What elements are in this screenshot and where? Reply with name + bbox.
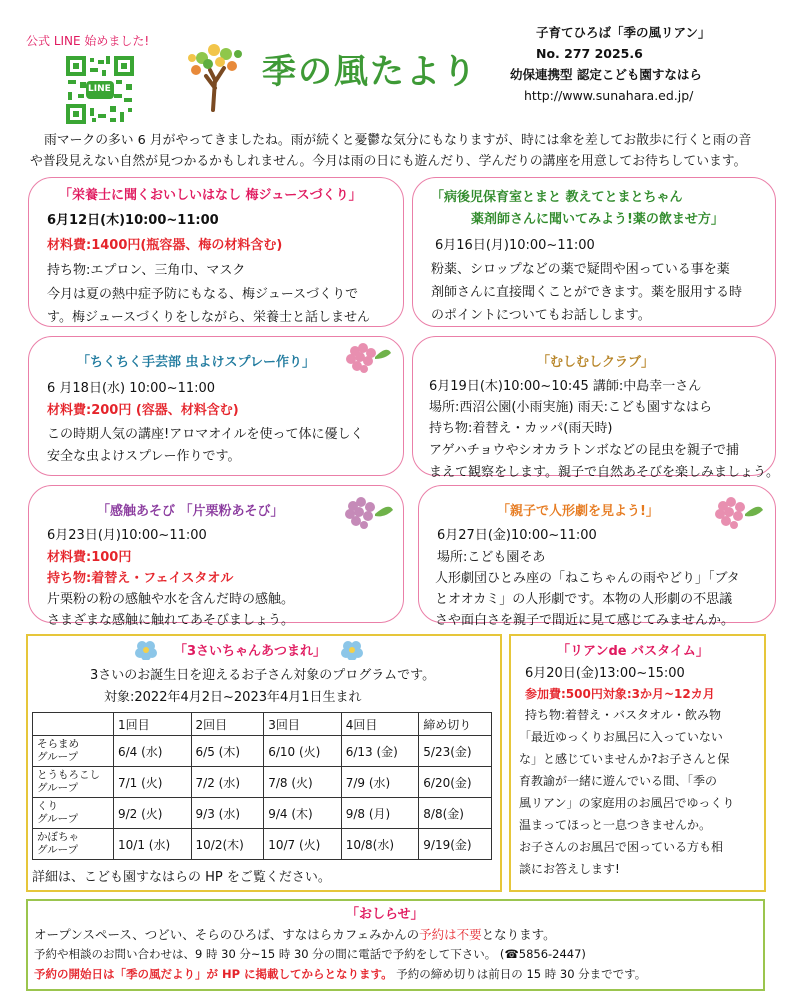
event-date: 6月12日(木)10:00~11:00: [47, 213, 219, 228]
table-header: 3回目: [264, 713, 342, 736]
event-items: 持ち物:着替え・フェイスタオル: [47, 571, 234, 586]
event-date: 6月19日(木)10:00~10:45 講師:中島幸一さん: [429, 379, 702, 394]
notice-section: [26, 899, 765, 991]
hydrangea-icon: [709, 492, 765, 536]
event-date: 6月20日(金)13:00~15:00: [525, 666, 685, 681]
event-desc: さや面白さを親子で間近に見て感じてみませんか。: [435, 613, 735, 628]
event-desc: のポイントについてもお話しします。: [431, 308, 651, 323]
table-cell: 9/8 (月): [341, 798, 419, 829]
group-name: かぼちゃ グループ: [33, 829, 114, 860]
table-cell: 6/10 (火): [264, 736, 342, 767]
event-card-medicine: [412, 177, 776, 327]
event-desc: 人形劇団ひとみ座の「ねこちゃんの雨やどり」「ブタ: [435, 571, 740, 586]
table-cell: 7/8 (火): [264, 767, 342, 798]
event-desc: 粉薬、シロップなどの薬で疑問や困っている事を薬: [431, 262, 730, 277]
notice-line: 予約や相談のお問い合わせは、9 時 30 分~15 時 30 分の間に電話で予約をして下さい。 (☎5856-2447): [34, 947, 586, 961]
event-card-sensory: [28, 485, 404, 628]
event-desc: 風リアン」の家庭用のお風呂でゆっくり: [519, 796, 735, 810]
event-desc: 温まってほっと一息つきませんか。: [519, 818, 712, 832]
event-title: 「病後児保育室とまと 教えてとまとちゃん: [431, 190, 683, 205]
table-cell: 6/20(金): [419, 767, 492, 798]
event-date: 6月23日(月)10:00~11:00: [47, 528, 207, 543]
event-title: 「栄養士に聞くおいしいはなし 梅ジュースづくり」: [59, 188, 362, 203]
event-desc: 今月は夏の熱中症予防にもなる、梅ジュースづくりで: [47, 287, 359, 302]
table-cell: 9/19(金): [419, 829, 492, 860]
table-header: [33, 713, 114, 736]
event-card-puppet: [418, 485, 776, 628]
event-desc: 育教諭が一緒に遊んでいる間、「季の: [519, 774, 718, 788]
table-cell: 7/1 (火): [114, 767, 192, 798]
intro-line: 雨マークの多い 6 月がやってきましたね。雨が続くと憂鬱な気分にもなりますが、時には傘を差してお散歩に行くと雨の音: [44, 133, 752, 148]
schedule-table: [32, 712, 492, 860]
intro-text: [30, 130, 780, 172]
table-cell: 8/8(金): [419, 798, 492, 829]
event-card-bugs: [412, 336, 779, 480]
event-title: 「感触あそび 「片栗粉あそび」: [97, 504, 284, 519]
intro-line: や普段見えない自然が見つかるかもしれません。今月は雨の日にも遊んだり、学んだりの講座を用意してお待ちしています。: [30, 154, 747, 169]
event-fee: 材料費:1400円(瓶容器、梅の材料含む): [47, 238, 283, 253]
hydrangea-icon: [341, 339, 393, 379]
section-desc: 3さいのお誕生日を迎えるお子さん対象のプログラムです。: [90, 668, 436, 683]
table-cell: 5/23(金): [419, 736, 492, 767]
table-cell: 9/4 (木): [264, 798, 342, 829]
bath-time-section: [509, 634, 766, 892]
event-fee: 材料費:100円: [47, 550, 132, 565]
table-cell: 6/13 (金): [341, 736, 419, 767]
table-row: [33, 829, 492, 860]
event-title: 「むしむしクラブ」: [537, 355, 655, 370]
table-header: 締め切り: [419, 713, 492, 736]
event-title: 薬剤師さんに聞いてみよう!薬の飲ませ方」: [471, 212, 724, 227]
event-place: 場所:西沼公園(小雨実施) 雨天:こども園すなはら: [429, 400, 713, 415]
table-cell: 6/5 (木): [191, 736, 264, 767]
section-title: 「リアンde バスタイム」: [557, 644, 709, 659]
table-row: [33, 736, 492, 767]
event-date: 6月27日(金)10:00~11:00: [437, 528, 597, 543]
event-title: 「親子で人形劇を見よう!」: [497, 504, 659, 519]
three-year-section: [26, 634, 502, 892]
website-url[interactable]: http://www.sunahara.ed.jp/: [524, 88, 694, 103]
hydrangea-icon: [339, 492, 395, 536]
table-header: 2回目: [191, 713, 264, 736]
table-row: [33, 798, 492, 829]
event-date: 6月16日(月)10:00~11:00: [435, 238, 595, 253]
notice-line: 予約の開始日は「季の風だより」が HP に掲載してからとなります。 予約の締め切りは前日の 15 時 30 分までです。: [34, 967, 647, 981]
event-place: 場所:こども園そあ: [437, 550, 546, 565]
event-date: 6 月18日(水) 10:00~11:00: [47, 381, 216, 396]
table-cell: 10/8(水): [341, 829, 419, 860]
table-cell: 10/2(木): [191, 829, 264, 860]
table-cell: 10/1 (水): [114, 829, 192, 860]
event-desc: まえて観察をします。親子で自然あそびを楽しみましょう。: [429, 465, 779, 480]
event-title: 「ちくちく手芸部 虫よけスプレー作り」: [77, 355, 316, 370]
org-subtitle: 幼保連携型 認定こども園すなはら: [510, 67, 702, 82]
issue-number: No. 277 2025.6: [536, 46, 643, 61]
event-desc: 談にお答えします!: [519, 862, 620, 876]
event-desc: とオオカミ」の人形劇です。本物の人形劇の不思議: [435, 592, 733, 607]
event-items: 持ち物:着替え・カッパ(雨天時): [429, 421, 613, 436]
org-name: 子育てひろば「季の風リアン」: [536, 25, 711, 40]
event-items: 持ち物:エプロン、三角巾、マスク: [47, 263, 246, 278]
event-desc: 片栗粉の粉の感触や水を含んだ時の感触。: [47, 592, 295, 607]
notice-line: オープンスペース、つどい、そらのひろば、すなはらカフェみかんの予約は不要となります。: [34, 927, 556, 942]
qr-label: LINE: [88, 84, 111, 94]
table-header: 4回目: [341, 713, 419, 736]
table-cell: 7/9 (水): [341, 767, 419, 798]
event-desc: 「最近ゆっくりお風呂に入っていない: [519, 730, 723, 744]
flower-icon: [340, 640, 366, 660]
header-info: [510, 22, 711, 106]
table-header-row: [33, 713, 492, 736]
group-name: そらまめ グループ: [33, 736, 114, 767]
line-note: 公式 LINE 始めました!: [26, 34, 150, 48]
event-items: 持ち物:着替え・バスタオル・飲み物: [525, 708, 722, 722]
event-desc: お子さんのお風呂で困っている方も相: [519, 840, 724, 854]
table-cell: 10/7 (火): [264, 829, 342, 860]
section-target: 対象:2022年4月2日~2023年4月1日生まれ: [104, 690, 362, 705]
event-desc: さまざまな感触に触れてあそびましょう。: [47, 613, 295, 628]
event-desc: な」と感じていませんか?お子さんと保: [519, 752, 730, 766]
group-name: とうもろこし グループ: [33, 767, 114, 798]
table-cell: 6/4 (水): [114, 736, 192, 767]
table-header: 1回目: [114, 713, 192, 736]
flower-icon: [134, 640, 160, 660]
event-desc: この時期人気の講座!アロマオイルを使って体に優しく: [47, 427, 364, 442]
event-fee: 材料費:200円 (容器、材料含む): [47, 403, 239, 418]
event-card-juice: [28, 177, 404, 327]
tree-logo-icon: [180, 40, 252, 112]
event-desc: 剤師さんに直接聞くことができます。薬を服用する時: [431, 285, 742, 300]
masthead-title: 季の風たより: [262, 52, 478, 92]
group-name: くり グループ: [33, 798, 114, 829]
section-title: 「3さいちゃんあつまれ」: [174, 644, 327, 659]
table-footer: 詳細は、こども園すなはらの HP をご覧ください。: [32, 870, 331, 885]
event-desc: す。梅ジュースづくりをしながら、栄養士と話しません: [47, 310, 371, 325]
event-desc: 安全な虫よけスプレー作りです。: [47, 449, 241, 464]
event-card-spray: [28, 336, 404, 476]
table-row: [33, 767, 492, 798]
table-cell: 9/2 (火): [114, 798, 192, 829]
table-cell: 7/2 (水): [191, 767, 264, 798]
event-fee: 参加費:500円対象:3か月~12カ月: [525, 687, 715, 701]
table-cell: 9/3 (水): [191, 798, 264, 829]
section-title: 「おしらせ」: [346, 907, 424, 922]
event-desc: アゲハチョウやシオカラトンボなどの昆虫を親子で捕: [429, 443, 740, 458]
line-qr-code[interactable]: [64, 54, 136, 126]
